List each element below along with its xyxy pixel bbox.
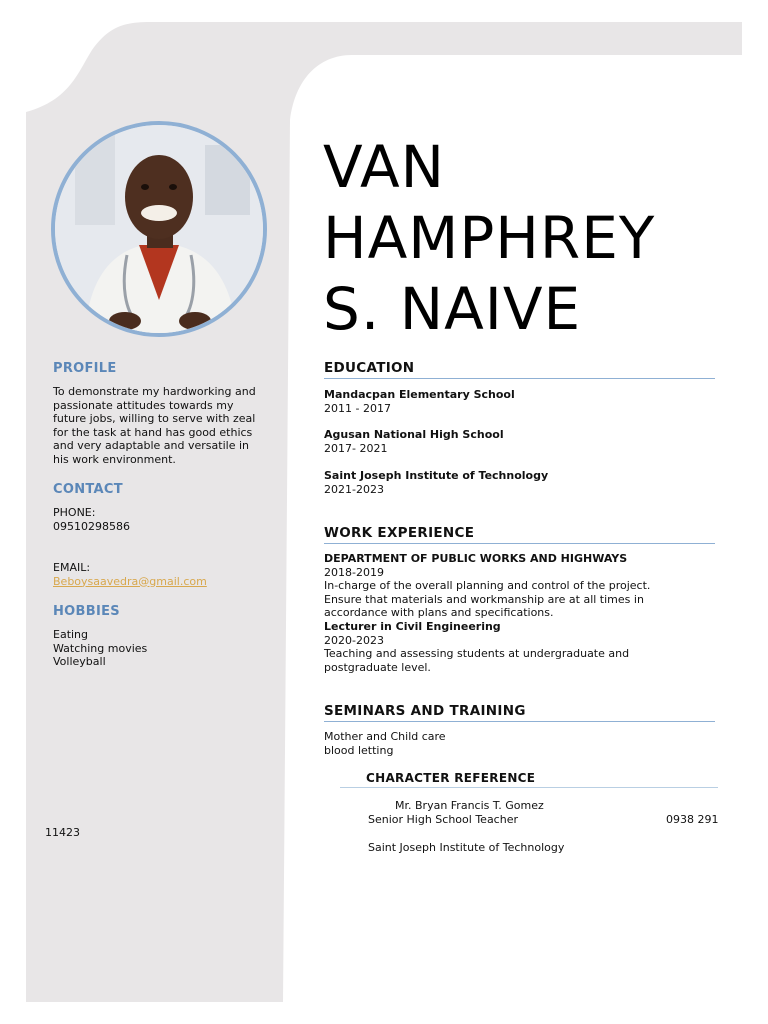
job-description-line: accordance with plans and specifications. — [324, 606, 554, 620]
sidebar-code: 11423 — [45, 826, 80, 839]
school-name: Mandacpan Elementary School — [324, 388, 515, 401]
job-description-line: Teaching and assessing students at undergraduate and — [324, 647, 630, 661]
job-years: 2020-2023 — [324, 633, 384, 647]
profile-line: To demonstrate my hardworking and — [53, 385, 256, 398]
hobby-item: Watching movies — [53, 641, 148, 655]
contact-phone-block — [53, 506, 130, 533]
email-link[interactable]: Beboysaavedra@gmail.com — [53, 574, 207, 588]
hobby-item: Eating — [53, 628, 89, 641]
seminars-list — [324, 730, 446, 757]
job-description-line: Ensure that materials and workmanship are at all times in — [324, 592, 644, 606]
contact-heading: CONTACT — [53, 482, 123, 497]
profile-line: for the task at hand has good ethics — [53, 425, 253, 439]
job-years: 2018-2019 — [324, 565, 384, 579]
job-description-line: postgraduate level. — [324, 660, 431, 674]
name-line: HAMPHREY — [323, 204, 656, 272]
phone-value: 09510298586 — [53, 519, 130, 533]
seminar-item: blood letting — [324, 743, 394, 757]
work-heading: WORK EXPERIENCE — [324, 525, 475, 541]
profile-line: future jobs, willing to serve with zeal — [53, 412, 256, 426]
school-years: 2011 - 2017 — [324, 401, 391, 415]
person-photo-illustration — [55, 125, 263, 333]
job-title: Lecturer in Civil Engineering — [324, 620, 501, 633]
job-description-line: In-charge of the overall planning and control of the project. — [324, 579, 651, 593]
education-divider — [324, 378, 715, 379]
seminars-heading: SEMINARS AND TRAINING — [324, 703, 526, 719]
name-line: VAN — [323, 133, 446, 201]
profile-text — [53, 385, 256, 467]
school-years: 2021-2023 — [324, 482, 384, 496]
hobbies-list — [53, 628, 147, 669]
profile-line: his work environment. — [53, 452, 176, 466]
name-line: S. NAIVE — [323, 275, 582, 343]
hobby-item: Volleyball — [53, 655, 106, 669]
reference-name: Mr. Bryan Francis T. Gomez — [395, 799, 544, 812]
reference-institution: Saint Joseph Institute of Technology — [368, 841, 565, 854]
hobbies-heading: HOBBIES — [53, 604, 120, 619]
seminars-divider — [324, 721, 715, 722]
job-title: DEPARTMENT OF PUBLIC WORKS AND HIGHWAYS — [324, 552, 628, 565]
school-name: Saint Joseph Institute of Technology — [324, 469, 549, 482]
reference-position: Senior High School Teacher — [368, 813, 518, 826]
education-heading: EDUCATION — [324, 360, 415, 376]
applicant-name — [323, 132, 655, 345]
work-entry — [324, 552, 650, 620]
email-label: EMAIL: — [53, 561, 91, 574]
seminar-item: Mother and Child care — [324, 730, 446, 743]
reference-heading: CHARACTER REFERENCE — [366, 771, 536, 785]
work-entry — [324, 620, 629, 674]
school-name: Agusan National High School — [324, 428, 504, 441]
reference-divider — [340, 787, 718, 788]
education-entry — [324, 469, 548, 496]
education-entry — [324, 428, 504, 455]
phone-label: PHONE: — [53, 506, 96, 519]
contact-email-block — [53, 561, 207, 588]
work-divider — [324, 543, 715, 544]
profile-line: passionate attitudes towards my — [53, 398, 234, 412]
profile-photo — [51, 121, 267, 337]
school-years: 2017- 2021 — [324, 441, 388, 455]
profile-heading: PROFILE — [53, 361, 117, 376]
profile-line: and very adaptable and versatile in — [53, 439, 249, 453]
education-entry — [324, 388, 515, 415]
reference-phone: 0938 291 — [666, 813, 719, 826]
